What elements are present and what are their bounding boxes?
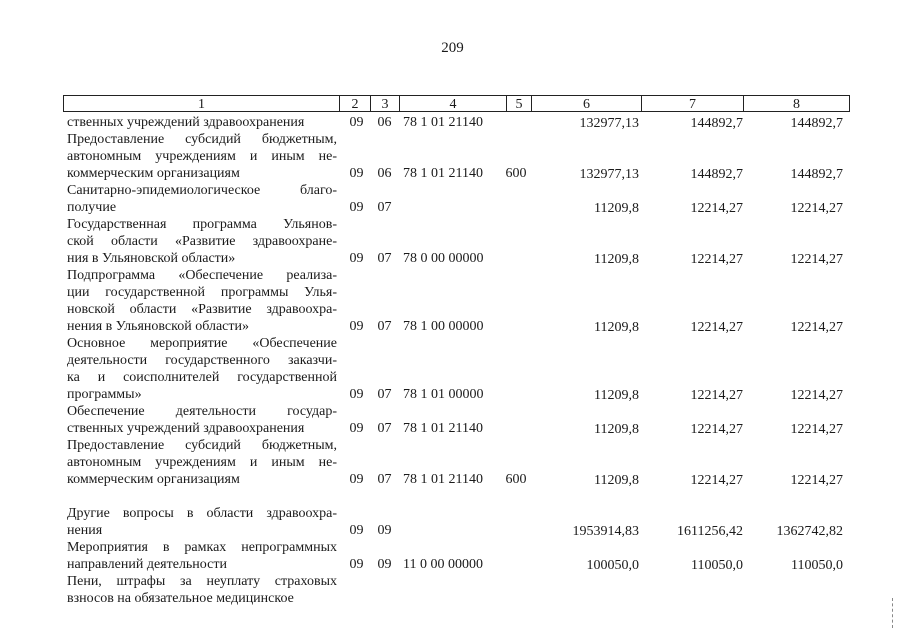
description-line: Мероприятия в рамках непрограммных xyxy=(67,540,337,555)
cell-col-3: 07 xyxy=(377,200,392,215)
cell-col-4: 78 1 00 00000 xyxy=(403,319,484,334)
cell-col-8: 12214,27 xyxy=(790,388,843,403)
cell-col-7: 12214,27 xyxy=(690,388,743,403)
cell-col-4: 78 1 01 21140 xyxy=(403,115,483,130)
cell-col-3: 06 xyxy=(377,115,392,130)
cell-col-4: 78 1 01 21140 xyxy=(403,421,483,436)
cell-col-7: 110050,0 xyxy=(691,558,743,573)
header-col-7: 7 xyxy=(642,96,744,111)
cell-col-3: 06 xyxy=(377,166,392,181)
header-col-3: 3 xyxy=(371,96,400,111)
cell-col-7: 144892,7 xyxy=(690,116,743,131)
cell-col-6: 11209,8 xyxy=(594,473,639,488)
description-line: Подпрограмма «Обеспечение реализа- xyxy=(67,268,337,283)
row-description xyxy=(67,335,337,403)
cell-col-7: 12214,27 xyxy=(690,320,743,335)
row-description xyxy=(67,267,337,335)
header-col-4: 4 xyxy=(400,96,507,111)
cell-col-2: 09 xyxy=(349,387,364,402)
header-col-8: 8 xyxy=(793,97,800,112)
row-description xyxy=(67,437,337,488)
description-line: программы» xyxy=(67,387,142,402)
description-line: Пени, штрафы за неуплату страховых xyxy=(67,574,337,589)
scan-edge-mark xyxy=(886,598,893,628)
table-row xyxy=(63,267,850,335)
cell-col-3: 07 xyxy=(377,319,392,334)
description-line: коммерческим организациям xyxy=(67,166,240,181)
cell-col-8: 144892,7 xyxy=(790,116,843,131)
header-col-2: 2 xyxy=(340,96,371,111)
cell-col-8: 12214,27 xyxy=(790,252,843,267)
description-line: автономным учреждениям и иным не- xyxy=(67,455,337,470)
cell-col-8: 12214,27 xyxy=(790,422,843,437)
cell-col-7: 12214,27 xyxy=(690,422,743,437)
cell-col-7: 144892,7 xyxy=(690,167,743,182)
row-description xyxy=(67,403,337,437)
cell-col-2: 09 xyxy=(349,557,364,572)
row-description xyxy=(67,573,337,607)
cell-col-6: 11209,8 xyxy=(594,320,639,335)
table-row xyxy=(63,114,850,131)
table-row xyxy=(63,335,850,403)
description-line: Основное мероприятие «Обеспечение xyxy=(67,336,337,351)
cell-col-3: 07 xyxy=(377,472,392,487)
table-row xyxy=(63,437,850,488)
description-line: взносов на обязательное медицинское xyxy=(67,591,294,606)
cell-col-5: 600 xyxy=(505,166,527,181)
row-description xyxy=(67,505,337,539)
header-col-5: 5 xyxy=(507,96,532,111)
cell-col-7: 12214,27 xyxy=(690,473,743,488)
table-row xyxy=(63,505,850,539)
cell-col-8: 1362742,82 xyxy=(776,524,843,539)
description-line: ской области «Развитие здравоохране- xyxy=(67,234,337,249)
row-description xyxy=(67,539,337,573)
cell-col-6: 132977,13 xyxy=(579,167,639,182)
cell-col-3: 09 xyxy=(377,523,392,538)
cell-col-4: 11 0 00 00000 xyxy=(403,557,483,572)
description-line: ния в Ульяновской области» xyxy=(67,251,236,266)
cell-col-6: 11209,8 xyxy=(594,252,639,267)
header-col-6: 6 xyxy=(532,96,642,111)
cell-col-6: 100050,0 xyxy=(586,558,639,573)
row-description xyxy=(67,131,337,182)
cell-col-2: 09 xyxy=(349,421,364,436)
description-line: Санитарно-эпидемиологическое благо- xyxy=(67,183,337,198)
cell-col-6: 11209,8 xyxy=(594,422,639,437)
description-line: нения xyxy=(67,523,103,538)
description-line: ственных учреждений здравоохранения xyxy=(67,115,305,130)
cell-col-2: 09 xyxy=(349,166,364,181)
cell-col-4: 78 0 00 00000 xyxy=(403,251,484,266)
cell-col-6: 11209,8 xyxy=(594,388,639,403)
table-row xyxy=(63,131,850,182)
description-line: Государственная программа Ульянов- xyxy=(67,217,337,232)
cell-col-2: 09 xyxy=(349,200,364,215)
cell-col-8: 12214,27 xyxy=(790,473,843,488)
cell-col-3: 07 xyxy=(377,387,392,402)
description-line: Другие вопросы в области здравоохра- xyxy=(67,506,337,521)
description-line: ции государственной программы Улья- xyxy=(67,285,337,300)
page-number: 209 xyxy=(441,40,464,56)
description-line: деятельности государственного заказчи- xyxy=(67,353,337,368)
header-col-1: 1 xyxy=(64,96,340,111)
cell-col-6: 1953914,83 xyxy=(572,524,639,539)
description-line: получие xyxy=(67,200,117,215)
table-row xyxy=(63,182,850,216)
description-line: ственных учреждений здравоохранения xyxy=(67,421,305,436)
description-line: Предоставление субсидий бюджетным, xyxy=(67,132,337,147)
cell-col-2: 09 xyxy=(349,523,364,538)
cell-col-6: 11209,8 xyxy=(594,201,639,216)
table-row xyxy=(63,573,850,607)
cell-col-2: 09 xyxy=(349,115,364,130)
cell-col-4: 78 1 01 21140 xyxy=(403,472,483,487)
cell-col-8: 144892,7 xyxy=(790,167,843,182)
cell-col-8: 110050,0 xyxy=(791,558,843,573)
description-line: Предоставление субсидий бюджетным, xyxy=(67,438,337,453)
table-row xyxy=(63,539,850,573)
description-line: коммерческим организациям xyxy=(67,472,240,487)
description-line: автономным учреждениям и иным не- xyxy=(67,149,337,164)
table-header xyxy=(63,95,850,112)
cell-col-2: 09 xyxy=(349,472,364,487)
row-description xyxy=(67,182,337,216)
cell-col-6: 132977,13 xyxy=(579,116,639,131)
cell-col-7: 1611256,42 xyxy=(677,524,743,539)
row-description xyxy=(67,114,337,131)
description-line: направлений деятельности xyxy=(67,557,227,572)
cell-col-8: 12214,27 xyxy=(790,201,843,216)
table-row xyxy=(63,403,850,437)
description-line: новской области «Развитие здравоохра- xyxy=(67,302,337,317)
cell-col-3: 07 xyxy=(377,251,392,266)
cell-col-4: 78 1 01 21140 xyxy=(403,166,483,181)
cell-col-3: 09 xyxy=(377,557,392,572)
cell-col-7: 12214,27 xyxy=(690,252,743,267)
cell-col-5: 600 xyxy=(505,472,527,487)
cell-col-2: 09 xyxy=(349,251,364,266)
description-line: ка и соисполнителей государственной xyxy=(67,370,337,385)
cell-col-2: 09 xyxy=(349,319,364,334)
description-line: нения в Ульяновской области» xyxy=(67,319,249,334)
description-line: Обеспечение деятельности государ- xyxy=(67,404,337,419)
cell-col-8: 12214,27 xyxy=(790,320,843,335)
row-description xyxy=(67,216,337,267)
cell-col-3: 07 xyxy=(377,421,392,436)
cell-col-7: 12214,27 xyxy=(690,201,743,216)
cell-col-4: 78 1 01 00000 xyxy=(403,387,484,402)
table-row xyxy=(63,216,850,267)
